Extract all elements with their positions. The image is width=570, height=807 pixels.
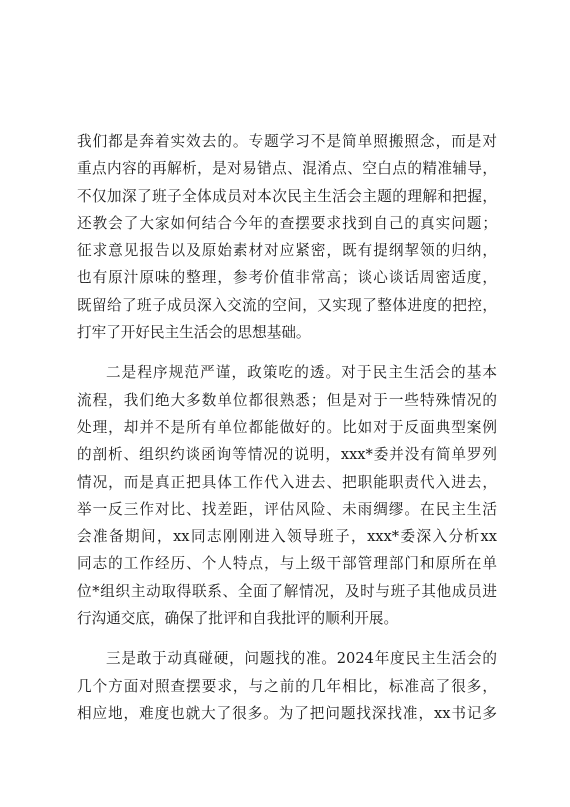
paragraph-line: 征求意见报告以及原始素材对应紧密，既有提纲挈领的归纳，: [77, 242, 497, 260]
paragraph-line: 举一反三作对比、找差距，评估风险、未雨绸缪。在民主生活: [77, 500, 497, 518]
paragraph-line: 情况，而是真正把具体工作代入进去、把职能职责代入进去，: [77, 473, 497, 491]
paragraph-line: 还教会了大家如何结合今年的查摆要求找到自己的真实问题；: [77, 214, 497, 232]
paragraph-line: 我们都是奔着实效去的。专题学习不是简单照搬照念，而是对: [77, 133, 497, 150]
paragraph-line: 流程，我们绝大多数单位都很熟悉；但是对于一些特殊情况的: [77, 391, 497, 409]
paragraph-spacer: [77, 632, 497, 645]
paragraph-spacer: [77, 346, 497, 359]
paragraph-line: 行沟通交底，确保了批评和自我批评的顺利开展。: [77, 610, 399, 628]
paragraph-line: 二是程序规范严谨，政策吃的透。对于民主生活会的基本: [106, 364, 497, 382]
paragraph-1: [77, 128, 497, 346]
paragraph-line: 的剖析、组织约谈函询等情况的说明，xxx*委并没有简单罗列: [77, 446, 497, 464]
paragraph-line: 会准备期间，xx同志刚刚进入领导班子，xxx*委深入分析xx: [77, 528, 497, 546]
paragraph-3: [77, 645, 497, 727]
paragraph-line: 既留给了班子成员深入交流的空间，又实现了整体进度的把控，: [77, 296, 497, 314]
paragraph-line: 打牢了开好民主生活会的思想基础。: [77, 324, 311, 342]
paragraph-line: 同志的工作经历、个人特点，与上级干部管理部门和原所在单: [77, 555, 497, 573]
paragraph-line: 不仅加深了班子全体成员对本次民主生活会主题的理解和把握，: [77, 187, 497, 205]
paragraph-line: 相应地，难度也就大了很多。为了把问题找深找准，xx书记多: [77, 704, 497, 722]
paragraph-line: 也有原汁原味的整理，参考价值非常高；谈心谈话周密适度，: [77, 269, 497, 287]
paragraph-line: 位*组织主动取得联系、全面了解情况，及时与班子其他成员进: [77, 582, 497, 600]
paragraph-line: 处理，却并不是所有单位都能做好的。比如对于反面典型案例: [77, 418, 497, 436]
paragraph-line: 几个方面对照查摆要求，与之前的几年相比，标准高了很多，: [77, 677, 497, 695]
paragraph-line: 重点内容的再解析，是对易错点、混淆点、空白点的精准辅导，: [77, 160, 497, 178]
paragraph-line: 三是敢于动真碰硬，问题找的准。2024年度民主生活会的: [106, 650, 497, 668]
paragraph-2: [77, 359, 497, 632]
document-body: [77, 128, 497, 727]
